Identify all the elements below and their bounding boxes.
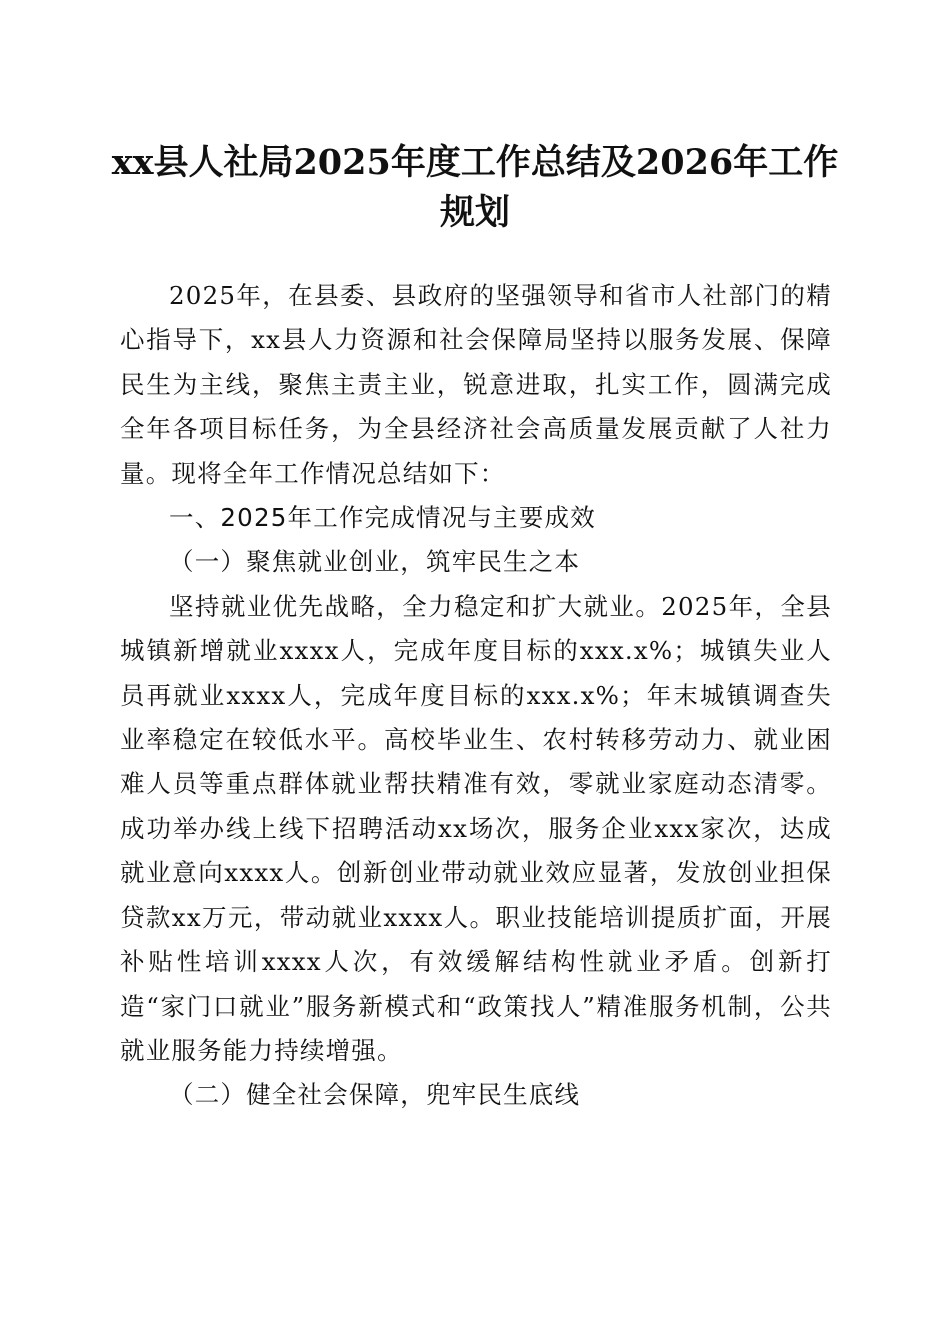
document-body	[120, 274, 832, 1118]
employment-paragraph: 坚持就业优先战略，全力稳定和扩大就业。2025年，全县城镇新增就业xxxx人，完成年度目标的xxx.x%；城镇失业人员再就业xxxx人，完成年度目标的xxx.x%；年末城镇调查失业率稳定在较低水平。高校毕业生、农村转移劳动力、就业困难人员等重点群体就业帮扶精准有效，零就业家庭动态清零。成功举办线上线下招聘活动xx场次，服务企业xxx家次，达成就业意向xxxx人。创新创业带动就业效应显著，发放创业担保贷款xx万元，带动就业xxxx人。职业技能培训提质扩面，开展补贴性培训xxxx人次，有效缓解结构性就业矛盾。创新打造“家门口就业”服务新模式和“政策找人”精准服务机制，公共就业服务能力持续增强。	[120, 591, 832, 1065]
intro-paragraph: 2025年，在县委、县政府的坚强领导和省市人社部门的精心指导下，xx县人力资源和社会保障局坚持以服务发展、保障民生为主线，聚焦主责主业，锐意进取，扎实工作，圆满完成全年各项目标任务，为全县经济社会高质量发展贡献了人社力量。现将全年工作情况总结如下：	[120, 281, 832, 488]
document-title: xx县人社局2025年度工作总结及2026年工作规划	[111, 142, 839, 233]
subsection-heading: （二）健全社会保障，兜牢民生底线	[169, 1080, 581, 1110]
section-heading: 一、2025年工作完成情况与主要成效	[169, 503, 596, 533]
subsection-heading: （一）聚焦就业创业，筑牢民生之本	[169, 547, 581, 577]
